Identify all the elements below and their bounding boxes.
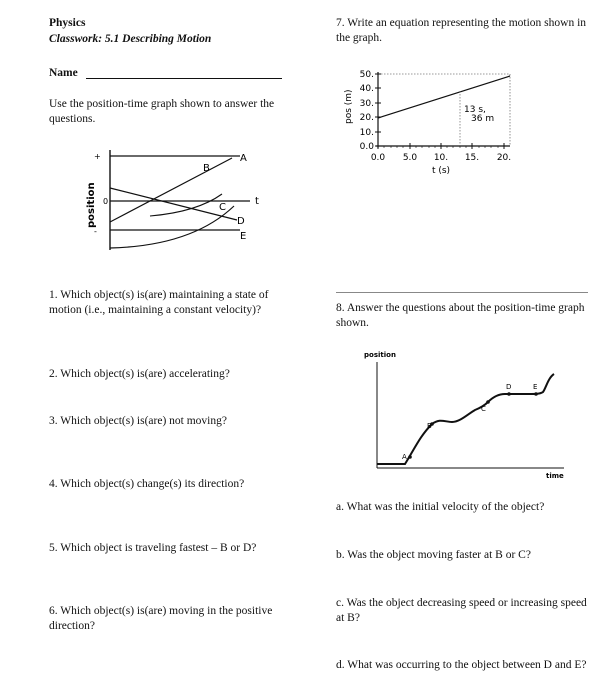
point-C (486, 400, 490, 404)
point-E (534, 392, 538, 396)
graph3-x-label: time (546, 472, 564, 480)
ytick-50: 50. (359, 70, 374, 80)
plus-label: + (94, 152, 101, 161)
subquestion-a: a. What was the initial velocity of the object? (336, 501, 545, 513)
label-B: B (203, 163, 210, 174)
subquestion-b: b. Was the object moving faster at B or C? (336, 549, 531, 561)
xtick-0: 0.0 (370, 153, 386, 163)
curve-C (150, 194, 222, 216)
section-divider (336, 292, 588, 293)
name-field[interactable] (86, 78, 282, 79)
graph3-curve (377, 374, 554, 464)
graph3-label-C: C (481, 405, 486, 413)
subquestion-c: c. Was the object decreasing speed or increasing speed at B? (336, 597, 587, 624)
graph3-label-D: D (506, 383, 512, 391)
position-time-graph-1 (82, 148, 272, 256)
question-2: 2. Which object(s) is(are) accelerating? (49, 368, 230, 380)
line-A (110, 158, 232, 222)
graph2-data-line (378, 76, 510, 118)
ytick-30: 30. (359, 99, 374, 109)
question-6: 6. Which object(s) is(are) moving in the positive direction? (49, 605, 273, 632)
question-3: 3. Which object(s) is(are) not moving? (49, 415, 227, 427)
graph-frame (378, 74, 510, 146)
question-7: 7. Write an equation representing the motion shown in the graph. (336, 17, 587, 44)
classwork-title: Classwork: 5.1 Describing Motion (49, 33, 212, 45)
position-time-graph-2 (340, 66, 540, 196)
graph3-label-E: E (533, 383, 538, 391)
xtick-15: 15. (464, 153, 480, 163)
zero-label: 0 (103, 197, 109, 206)
label-A: A (240, 153, 247, 164)
label-C: C (219, 202, 226, 213)
annotation-line-1: 13 s, (464, 105, 486, 115)
xtick-5: 5.0 (402, 153, 418, 163)
question-4: 4. Which object(s) change(s) its direction? (49, 478, 245, 490)
xtick-20: 20. (496, 153, 512, 163)
graph3-label-A: A (402, 453, 407, 461)
label-E: E (240, 231, 247, 242)
graph3-y-label: position (364, 351, 396, 359)
name-label: Name (49, 67, 78, 79)
point-D (507, 392, 511, 396)
label-D: D (237, 216, 245, 227)
minus-label: - (94, 227, 97, 236)
question-8: 8. Answer the questions about the position-time graph shown. (336, 302, 585, 329)
subject-title: Physics (49, 17, 86, 29)
graph3-label-B: B (427, 422, 432, 430)
graph2-x-label: t (s) (431, 166, 451, 176)
ytick-0: 0.0 (359, 142, 374, 152)
subquestion-d: d. What was occurring to the object between D and E? (336, 659, 587, 671)
position-axis-label: position (86, 182, 97, 228)
xtick-10: 10. (433, 153, 449, 163)
question-1: 1. Which object(s) is(are) maintaining a state of motion (i.e., maintaining a constant velocity)? (49, 289, 269, 316)
position-time-graph-3 (360, 348, 580, 480)
ytick-10: 10. (359, 128, 374, 138)
line-D (110, 188, 237, 220)
graph2-y-label: pos (m) (344, 89, 354, 124)
question-5: 5. Which object is traveling fastest – B or D? (49, 542, 257, 554)
ytick-40: 40. (359, 84, 374, 94)
instructions: Use the position-time graph shown to answer the questions. (49, 98, 275, 125)
t-label: t (255, 196, 259, 207)
point-A (408, 455, 412, 459)
annotation-line-2: 36 m (471, 114, 495, 124)
ytick-20: 20. (359, 113, 374, 123)
